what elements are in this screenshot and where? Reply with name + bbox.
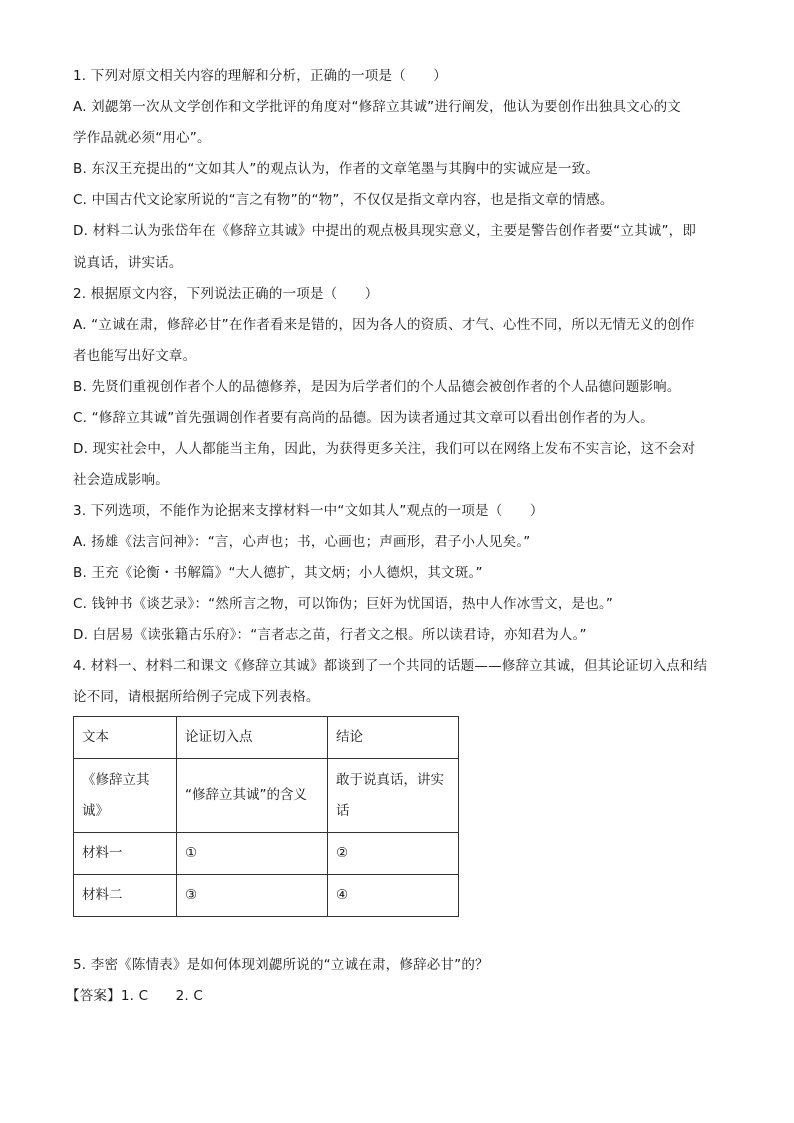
q2-option-c: C. “修辞立其诚”首先强调创作者要有高尚的品德。因为读者通过其文章可以看出创作者的为人。: [73, 410, 654, 426]
q1-option-b: B. 东汉王充提出的“文如其人”的观点认为，作者的文章笔墨与其胸中的实诚应是一致。: [73, 161, 600, 177]
q2-option-d-cont: 社会造成影响。: [73, 472, 169, 488]
table-cell: 材料一: [74, 833, 177, 875]
table-cell: ③: [177, 875, 328, 917]
table-cell: 《修辞立其诚》: [74, 759, 177, 833]
table-cell: 敢于说真话，讲实话: [328, 759, 459, 833]
q5-stem: 5. 李密《陈情表》是如何体现刘勰所说的“立诚在肃，修辞必甘”的？: [73, 957, 489, 973]
q1-option-d: D. 材料二认为张岱年在《修辞立其诚》中提出的观点极具现实意义，主要是警告创作者要“立其诚”，即: [73, 223, 697, 239]
q1-option-a: A. 刘勰第一次从文学创作和文学批评的角度对“修辞立其诚”进行阐发，他认为要创作出独具文心的文: [73, 99, 681, 115]
q4-answer-table: [73, 716, 459, 917]
q3-option-a: A. 扬雄《法言问神》：“言，心声也；书，心画也；声画形，君子小人见矣。”: [73, 534, 531, 550]
table-cell: ①: [177, 833, 328, 875]
q2-option-d: D. 现实社会中，人人都能当主角，因此，为获得更多关注，我们可以在网络上发布不实言论，这不会对: [73, 441, 696, 457]
q1-option-d-cont: 说真话，讲实话。: [73, 255, 183, 271]
q3-option-d: D. 白居易《读张籍古乐府》：“言者志之苗，行者文之根。所以读君诗，亦知君为人。”: [73, 627, 587, 643]
q2-option-a: A. “立诚在肃，修辞必甘”在作者看来是错的，因为各人的资质、才气、心性不同，所以无情无义的创作: [73, 317, 695, 333]
answer-line: [66, 986, 203, 1006]
table-row: [74, 875, 459, 917]
table-row: [74, 833, 459, 875]
q1-stem: 1. 下列对原文相关内容的理解和分析，正确的一项是（ ）: [73, 68, 447, 84]
q4-stem-cont: 论不同，请根据所给例子完成下列表格。: [73, 689, 320, 705]
table-row: [74, 759, 459, 833]
table-cell: ②: [328, 833, 459, 875]
q2-option-a-cont: 者也能写出好文章。: [73, 348, 197, 364]
answer-tag: 【答案】: [66, 988, 121, 1004]
table-cell: 材料二: [74, 875, 177, 917]
table-cell: “修辞立其诚”的含义: [177, 759, 328, 833]
q1-option-c: C. 中国古代文论家所说的“言之有物”的“物”，不仅仅是指文章内容，也是指文章的情感。: [73, 192, 614, 208]
q1-option-a-cont: 学作品就必须“用心”。: [73, 130, 211, 146]
table-header-cell: 结论: [328, 717, 459, 759]
answer-text: 1. C 2. C: [120, 988, 204, 1004]
q3-option-c: C. 钱钟书《谈艺录》：“然所言之物，可以饰伪；巨奸为忧国语，热中人作冰雪文，是也。”: [73, 596, 614, 612]
table-header-row: [74, 717, 459, 759]
q2-stem: 2. 根据原文内容，下列说法正确的一项是（ ）: [73, 286, 379, 302]
table-header-cell: 文本: [74, 717, 177, 759]
table-header-cell: 论证切入点: [177, 717, 328, 759]
q3-stem: 3. 下列选项，不能作为论据来支撑材料一中“文如其人”观点的一项是（ ）: [73, 503, 544, 519]
q4-stem: 4. 材料一、材料二和课文《修辞立其诚》都谈到了一个共同的话题——修辞立其诚，但其论证切入点和结: [73, 658, 708, 674]
table-cell: ④: [328, 875, 459, 917]
q2-option-b: B. 先贤们重视创作者个人的品德修养，是因为后学者们的个人品德会被创作者的个人品德问题影响。: [73, 379, 681, 395]
q3-option-b: B. 王充《论衡・书解篇》“大人德扩，其文炳；小人德炽，其文斑。”: [73, 565, 483, 581]
